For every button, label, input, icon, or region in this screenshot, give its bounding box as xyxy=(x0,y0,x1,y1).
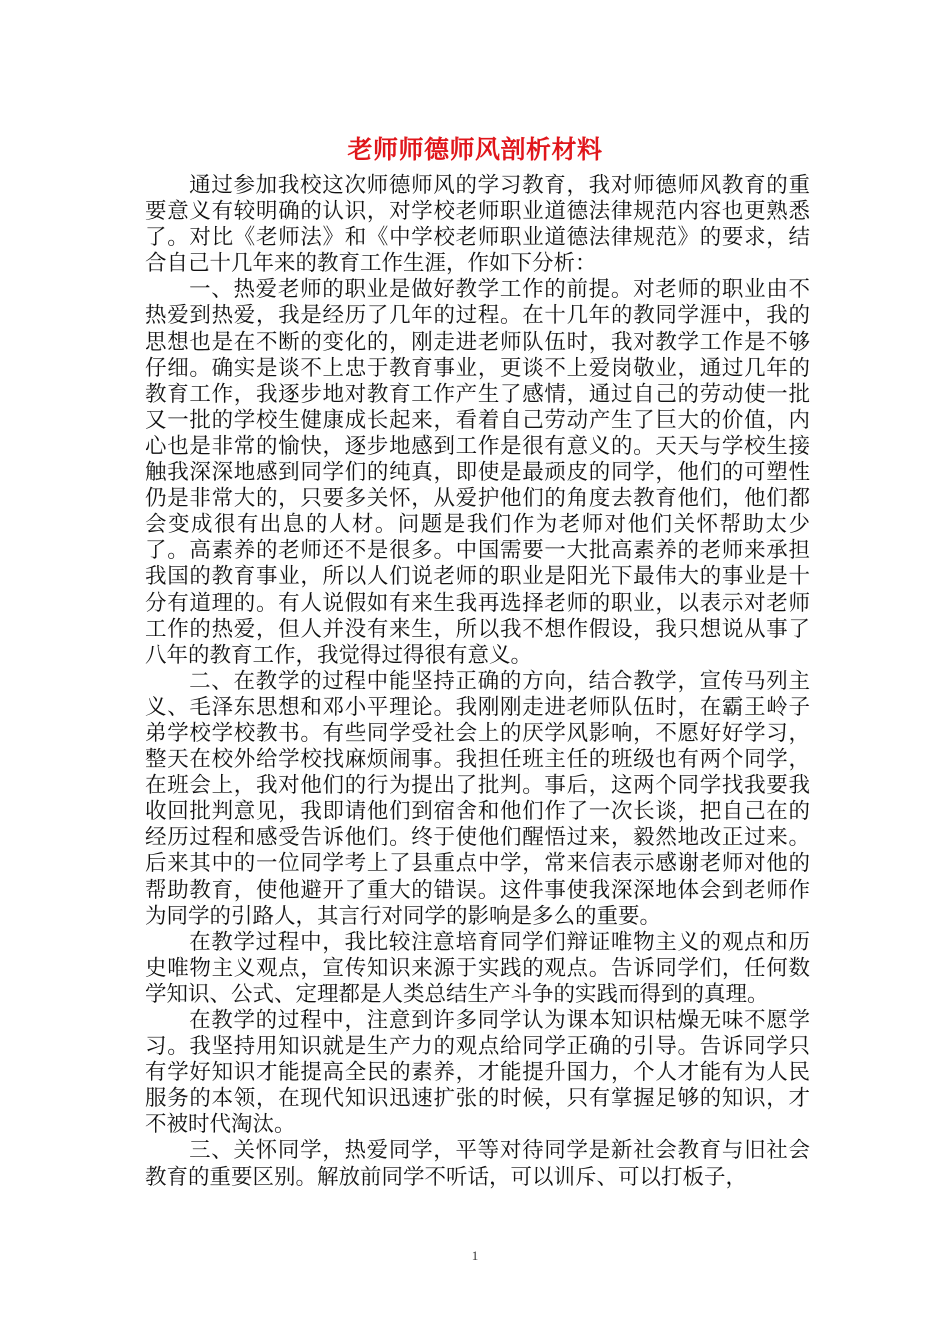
document-body xyxy=(145,173,810,1191)
paragraph-section-2: 二、在教学的过程中能坚持正确的方向，结合教学，宣传马列主义、毛泽东思想和邓小平理论。我刚刚走进老师队伍时，在霸王岭子弟学校学校教书。有些同学受社会上的厌学风影响，不愿好好学习，整天在校外给学校找麻烦闹事。我担任班主任的班级也有两个同学，在班会上，我对他们的行为提出了批判。事后，这两个同学找我要我收回批判意见，我即请他们到宿舍和他们作了一次长谈，把自己在的经历过程和感受告诉他们。终于使他们醒悟过来，毅然地改正过来。后来其中的一位同学考上了县重点中学，常来信表示感谢老师对他的帮助教育，使他避开了重大的错误。这件事使我深深地体会到老师作为同学的引路人，其言行对同学的影响是多么的重要。 xyxy=(145,668,810,929)
document-title: 老师师德师风剖析材料 xyxy=(347,135,603,164)
paragraph-intro: 通过参加我校这次师德师风的学习教育，我对师德师风教育的重要意义有较明确的认识，对学校老师职业道德法律规范内容也更熟悉了。对比《老师法》和《中学校老师职业道德法律规范》的要求，结合自己十几年来的教育工作生涯，作如下分析： xyxy=(145,173,810,277)
paragraph-knowledge-guidance: 在教学的过程中，注意到许多同学认为课本知识枯燥无味不愿学习。我坚持用知识就是生产力的观点给同学正确的引导。告诉同学只有学好知识才能提高全民的素养，才能提升国力，个人才能有为人民服务的本领，在现代知识迅速扩张的时候，只有掌握足够的知识，才不被时代淘汰。 xyxy=(145,1008,810,1138)
paragraph-section-1: 一、热爱老师的职业是做好教学工作的前提。对老师的职业由不热爱到热爱，我是经历了几年的过程。在十几年的教同学涯中，我的思想也是在不断的变化的，刚走进老师队伍时，我对教学工作是不够仔细。确实是谈不上忠于教育事业，更谈不上爱岗敬业，通过几年的教育工作，我逐步地对教育工作产生了感情，通过自己的劳动使一批又一批的学校生健康成长起来，看着自己劳动产生了巨大的价值，内心也是非常的愉快，逐步地感到工作是很有意义的。天天与学校生接触我深深地感到同学们的纯真，即使是最顽皮的同学，他们的可塑性仍是非常大的，只要多关怀，从爱护他们的角度去教育他们，他们都会变成很有出息的人材。问题是我们作为老师对他们关怀帮助太少了。高素养的老师还不是很多。中国需要一大批高素养的老师来承担我国的教育事业，所以人们说老师的职业是阳光下最伟大的事业是十分有道理的。有人说假如有来生我再选择老师的职业，以表示对老师工作的热爱，但人并没有来生，所以我不想作假设，我只想说从事了八年的教育工作，我觉得过得很有意义。 xyxy=(145,277,810,668)
paragraph-section-3: 三、关怀同学，热爱同学，平等对待同学是新社会教育与旧社会教育的重要区别。解放前同学不听话，可以训斥、可以打板子， xyxy=(145,1138,810,1190)
page-number: 1 xyxy=(471,1248,479,1263)
paragraph-teaching-process: 在教学过程中，我比较注意培育同学们辩证唯物主义的观点和历史唯物主义观点，宣传知识来源于实践的观点。告诉同学们，任何数学知识、公式、定理都是人类总结生产斗争的实践而得到的真理。 xyxy=(145,929,810,1007)
